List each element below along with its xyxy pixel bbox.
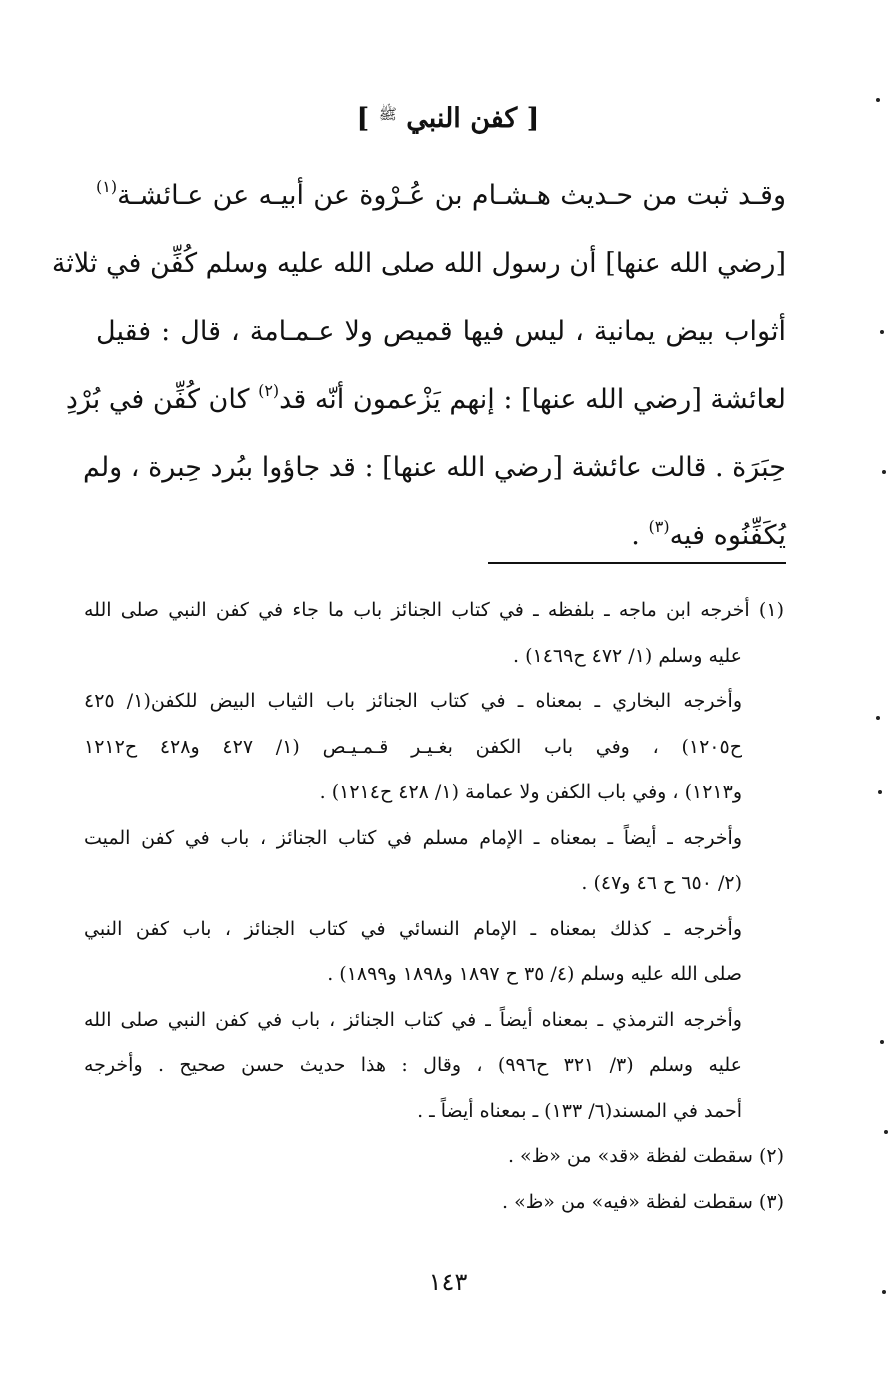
footnote-ref-3: (٣) [648,517,670,536]
header-close-bracket: ] [356,103,370,134]
footnote-line: ح١٢٠٥) ، وفي باب الكفن بغـيـر قـمـيـص (١/ ٤٢٧ و٤٢٨ ح١٢١٢ [84,735,742,758]
body-line [96,162,786,230]
footnote-line: عليه وسلم (١/ ٤٧٢ ح١٤٦٩) . [512,644,742,667]
scan-speck [880,330,884,334]
main-paragraph [51,162,786,570]
footnote-line: عليه وسلم (٣/ ٣٢١ ح٩٩٦) ، وقال : هذا حديث حسن صحيح . وأخرجه [84,1054,742,1076]
footnote-2: (٢) سقطت لفظة «قد» من «ظ» . [507,1145,784,1167]
footnote-line: صلى الله عليه وسلم (٤/ ٣٥ ح ١٨٩٧ و١٨٩٨ و١٨٩٩) . [327,963,742,985]
scan-speck [882,1290,886,1294]
body-line: حِبَرَة . قالت عائشة [رضي الله عنها] : قد جاؤوا ببُرد حِبرة ، ولم [82,452,786,483]
footnote-line: وأخرجه ـ كذلك بمعناه ـ الإمام النسائي في كتاب الجنائز ، باب كفن النبي [84,917,742,940]
footnote-line: (١) أخرجه ابن ماجه ـ بلفظه ـ في كتاب الجنائز باب ما جاء في كفن النبي صلى الله [84,599,784,621]
scan-speck [876,716,880,720]
footnote-3: (٣) سقطت لفظة «فيه» من «ظ» . [502,1190,784,1213]
header-open-bracket: [ [526,103,540,134]
body-text-span: يُكَفِّنُوه فيه [669,520,786,551]
page-number: ١٤٣ [428,1268,468,1296]
footnote-line: (٢/ ٦٥٠ ح ٤٦ و٤٧) . [581,872,742,894]
footnote-line: أحمد في المسند(٦/ ١٣٣) ـ بمعناه أيضاً ـ . [417,1099,742,1122]
footnote-line: وأخرجه ـ أيضاً ـ بمعناه ـ الإمام مسلم في كتاب الجنائز ، باب في كفن الميت [84,826,742,849]
footnotes [84,588,784,1225]
body-line [65,366,786,434]
scan-speck [878,790,882,794]
scan-speck [884,1130,888,1134]
salutation-glyph: ﷺ [378,105,397,123]
body-text-span: لعائشة [رضي الله عنها] : إنهم يَزْعمون أنّه قد [279,384,786,415]
footnote-separator [488,562,786,564]
body-text-span: كان كُفِّن في بُرْدِ [65,384,250,415]
footnote-line: وأخرجه الترمذي ـ بمعناه أيضاً ـ في كتاب الجنائز ، باب في كفن النبي صلى الله [84,1008,742,1031]
footnote-line: وأخرجه البخاري ـ بمعناه ـ في كتاب الجنائز باب الثياب البيض للكفن(١/ ٤٢٥ [84,690,742,712]
scan-speck [876,98,880,102]
footnote-ref-2: (٢) [258,381,280,400]
scan-speck [882,470,886,474]
body-line [96,502,786,570]
body-text-span: . [631,520,640,551]
scan-speck [880,1040,884,1044]
footnote-ref-1: (١) [96,177,118,196]
footnote-line: و١٢١٣) ، وفي باب الكفن ولا عمامة (١/ ٤٢٨ ح١٢١٤) . [319,781,742,803]
header-title: كفن النبي [406,103,518,134]
page-header [0,92,896,141]
body-text-span: وقـد ثبت من حـديث هـشـام بن عُـرْوة عن أبيـه عن عـائشـة [117,180,786,211]
body-line: أثواب بيض يمانية ، ليس فيها قميص ولا عـمـامة ، قال : فقيل [96,316,786,347]
body-line: [رضي الله عنها] أن رسول الله صلى الله عليه وسلم كُفِّن في ثلاثة [51,248,786,279]
